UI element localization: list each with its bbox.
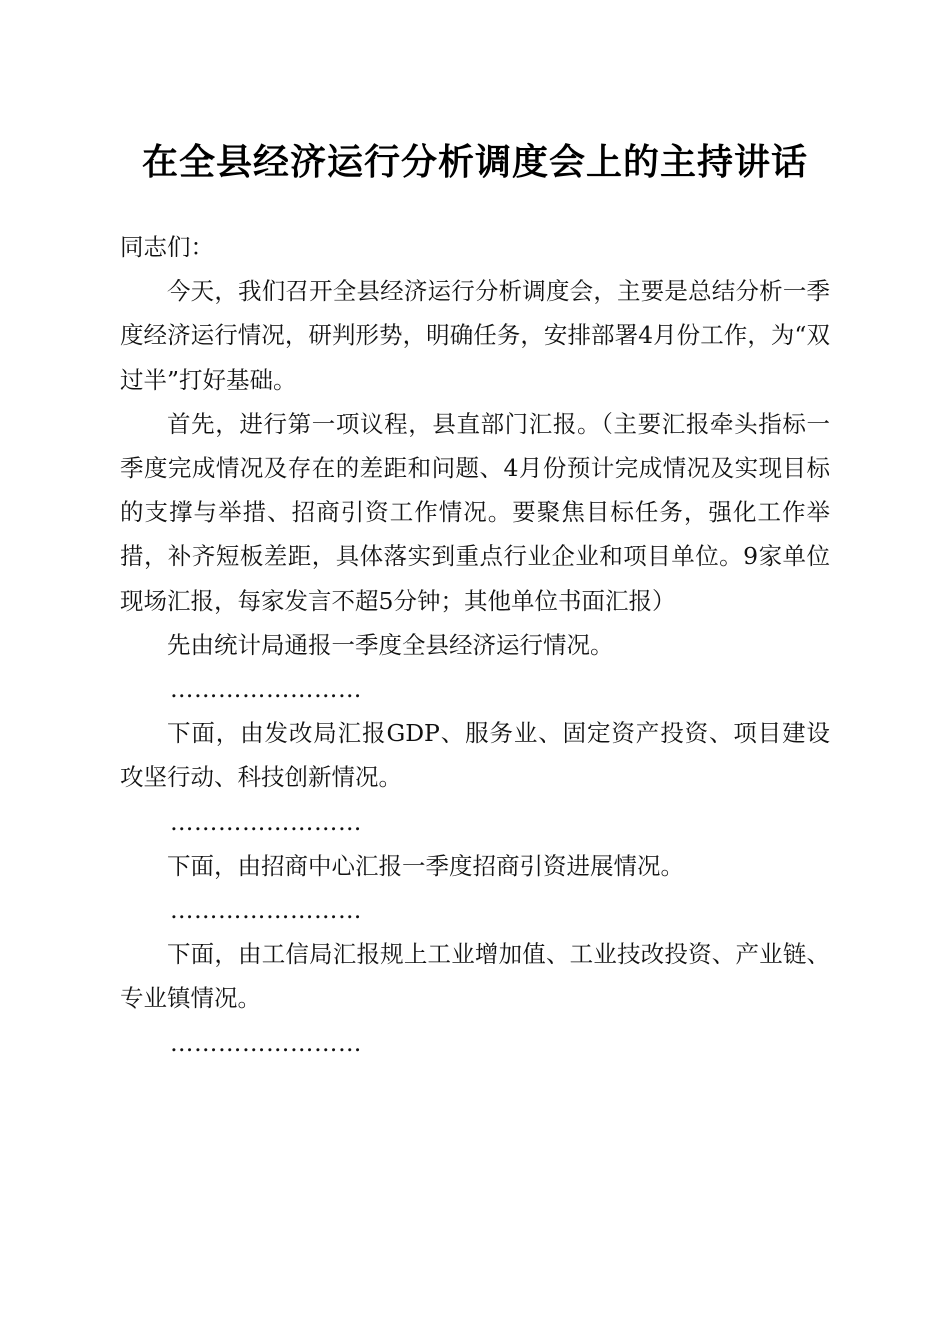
ellipsis-line: …………………… <box>170 807 362 836</box>
paragraph-statistics-bureau: 先由统计局通报一季度全县经济运行情况。 <box>167 630 614 659</box>
ellipsis-line: …………………… <box>170 675 362 704</box>
document-title: 在全县经济运行分析调度会上的主持讲话 <box>141 141 808 183</box>
paragraph-agenda-first: 首先，进行第一项议程，县直部门汇报。（主要汇报牵头指标一季度完成情况及存在的差距和问题、4月份预计完成情况及实现目标的支撑与举措、招商引资工作情况。要聚焦目标任务，强化工作举措，补齐短板差距，具体落实到重点行业企业和项目单位。9家单位现场汇报，每家发言不超5分钟；其他单位书面汇报） <box>120 409 830 615</box>
salutation: 同志们： <box>120 233 214 261</box>
ellipsis-line: …………………… <box>170 896 362 925</box>
ellipsis-line: …………………… <box>170 1028 362 1057</box>
document-body <box>120 225 830 1065</box>
paragraph-industry-bureau: 下面，由工信局汇报规上工业增加值、工业技改投资、产业链、专业镇情况。 <box>120 940 830 1013</box>
paragraph-development-bureau: 下面，由发改局汇报GDP、服务业、固定资产投资、项目建设攻坚行动、科技创新情况。 <box>120 719 830 792</box>
paragraph-investment-center: 下面，由招商中心汇报一季度招商引资进展情况。 <box>167 851 684 880</box>
paragraph-opening: 今天，我们召开全县经济运行分析调度会，主要是总结分析一季度经济运行情况，研判形势，明确任务，安排部署4月份工作，为“双过半”打好基础。 <box>120 277 830 394</box>
